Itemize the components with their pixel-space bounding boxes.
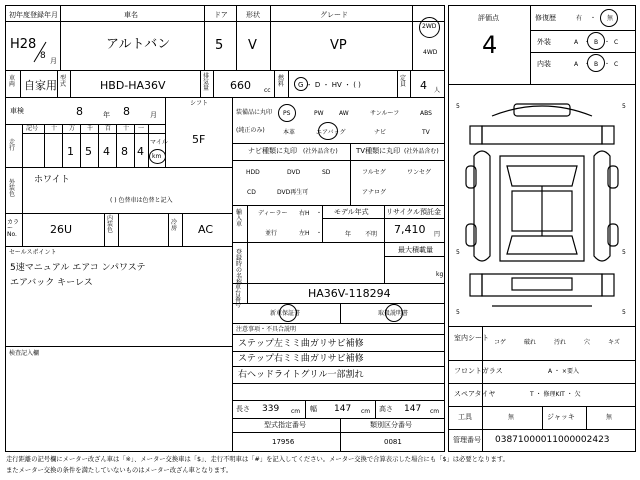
model-year-unit: 年 [345, 231, 352, 238]
tools-value: 無 [508, 414, 515, 421]
chassis-value: HA36V-118294 [308, 287, 391, 300]
height-unit: cm [430, 408, 440, 415]
grade-a: A [574, 61, 579, 68]
divider [204, 5, 205, 70]
exterior-label: 外装色 [9, 179, 16, 198]
equip-aw: AW [339, 110, 349, 117]
equipment-label: 装備品に丸印 [236, 109, 273, 116]
drive-4wd: 4WD [423, 49, 438, 56]
windshield-value: A ・ ×要入 [548, 368, 579, 375]
warranty-manual: 取扱説明書 [378, 310, 409, 317]
car-name-label: 車名 [124, 11, 138, 19]
mileage-digit: 5 [85, 145, 92, 158]
navi-dvd: DVD [287, 169, 301, 176]
grade-b: B [594, 61, 599, 68]
car-diagram [452, 86, 632, 322]
displacement-value: 660 [230, 79, 251, 92]
repair-option: 無 [607, 15, 614, 22]
import-dealer: ディーラー [258, 210, 288, 217]
divider [397, 70, 398, 97]
fuel-circle-mark [294, 77, 308, 91]
vehicle-label: 車両 [9, 75, 16, 88]
divider [448, 383, 636, 384]
recycle-value: 7,410 [394, 223, 426, 236]
fuel-label: 燃料 [278, 75, 285, 88]
score-value: 4 [482, 31, 498, 59]
class-value: 0081 [384, 438, 402, 446]
color-no-label: カラーNo. [7, 219, 20, 238]
divider [104, 213, 105, 246]
notes-line: ステップ右ミミ曲ガリサビ補修 [238, 354, 364, 364]
divider [448, 84, 636, 85]
management-label: 管理番号 [453, 436, 481, 444]
divider [384, 205, 385, 283]
length-value: 339 [262, 404, 280, 414]
mileage-header: 百 [105, 125, 112, 132]
exterior-grade-label: 外装 [537, 38, 551, 46]
width-label: 幅 [310, 405, 317, 413]
grade-dot: ・ [604, 61, 611, 68]
divider [270, 5, 271, 70]
mileage-digit: 4 [103, 145, 110, 158]
divider [44, 124, 45, 167]
divider [305, 400, 306, 418]
seat-item: キズ [608, 339, 620, 346]
divider [5, 70, 445, 71]
km-circle-mark [149, 149, 166, 164]
ac-label: 冷房 [171, 219, 178, 232]
exterior-note: ( ) 色替車は色替と記入 [110, 197, 173, 204]
navi-hdd: HDD [246, 169, 260, 176]
windshield-label: フロントガラス [454, 367, 503, 375]
shift-label: シフト [190, 100, 209, 107]
capacity-label: 定員 [400, 75, 407, 88]
grade-a: A [574, 39, 579, 46]
divider [80, 124, 81, 167]
divider [448, 429, 636, 430]
jack-label: ジャッキ [547, 413, 575, 421]
height-value: 147 [404, 404, 422, 414]
tv-title: TV種類に丸印 [356, 147, 401, 155]
divider [247, 283, 248, 303]
diagram-five: 5 [456, 249, 460, 256]
tv-oneseg: ワンセグ [407, 169, 432, 176]
equip-abs: ABS [420, 110, 432, 117]
repair-dot: ・ [590, 15, 597, 22]
navi-sd: SD [322, 169, 331, 176]
equip-sunroof: サンルーフ [370, 110, 400, 117]
car-name-value: アルトバン [106, 37, 171, 52]
width-unit: cm [361, 408, 371, 415]
notes-line: ステップ左ミミ曲ガリサビ補修 [238, 339, 364, 349]
airbag-circle-mark [318, 122, 338, 140]
inspector-label: 検査記入欄 [9, 350, 40, 357]
registration-label: 登録時の名称 [236, 249, 243, 286]
divider [350, 143, 351, 205]
length-unit: cm [291, 408, 301, 415]
import-right: 右H [299, 210, 310, 217]
divider [530, 30, 636, 31]
reg-year-value: H28 [10, 37, 37, 52]
diagram-five: 5 [622, 103, 626, 110]
doors-value: 5 [215, 38, 224, 53]
seat-item: 汚れ [554, 339, 567, 346]
equipment-sub: (純正のみ) [236, 127, 265, 134]
divider [5, 167, 232, 168]
spare-label: スペアタイヤ [454, 390, 496, 398]
grade-c: C [614, 61, 619, 68]
displacement-unit: cc [264, 87, 271, 94]
height-label: 高さ [379, 405, 393, 413]
color-no-value: 26U [50, 223, 73, 236]
grade-dot: ・ [584, 39, 591, 46]
mileage-label: 走行 [9, 139, 16, 152]
capacity-value: 4 [420, 79, 427, 92]
interior-b-circle-mark [587, 54, 605, 72]
divider [542, 406, 543, 429]
repair-option: 有 [576, 15, 583, 22]
equip-pw: PW [314, 110, 324, 117]
divider [62, 124, 63, 167]
diagram-five: 5 [622, 309, 626, 316]
divider [22, 167, 23, 213]
model-label: 型式 [60, 75, 67, 88]
ps-circle-mark [278, 104, 296, 122]
divider [232, 303, 445, 304]
divider [232, 351, 445, 352]
divider [322, 205, 323, 242]
divider [322, 218, 445, 219]
chassis-label: 車台番号 [235, 284, 242, 309]
divider [232, 283, 445, 284]
diagram-five: 5 [456, 103, 460, 110]
equip-leather: 本革 [283, 129, 296, 136]
navi-title-sub: (社外品含む) [303, 148, 338, 155]
doors-label: ドア [214, 11, 228, 19]
divider [57, 70, 58, 97]
capacity-unit: 人 [434, 87, 441, 94]
type-designation-label: 型式指定番号 [264, 421, 306, 429]
inspection-year-unit: 年 [103, 111, 110, 119]
divider [148, 124, 149, 167]
divider [586, 406, 587, 429]
exterior-b-circle-mark [587, 32, 605, 50]
import-parallel: 並行 [265, 230, 278, 237]
footer-line-2: またメーター交換の条件を満たしていないものはメーター改ざん車となります。 [6, 467, 233, 474]
mileage-header: 千 [87, 125, 94, 132]
mileage-digit: 8 [121, 145, 128, 158]
exterior-value: ホワイト [34, 175, 70, 185]
divider [530, 5, 531, 84]
divider [232, 323, 445, 324]
navi-title: ナビ種類に丸印 [248, 147, 297, 155]
mileage-header: 万 [69, 125, 76, 132]
divider [60, 5, 61, 70]
inspection-month-unit: 月 [150, 111, 157, 119]
divider [232, 205, 445, 206]
fuel-options: G ・ D ・ HV ・ ( ) [298, 81, 361, 89]
divider [274, 70, 275, 97]
spare-value: T ・ 修理KIT ・ 欠 [530, 391, 581, 398]
footer-line-1: 走行距離の記号欄にメーター改ざん車は「※」、メーター交換車は「$」、走行不明車は「#」を記入してください。メーター交換で合算表示した場合にも「$」は必要となります。 [6, 456, 509, 463]
no-repair-circle-mark [600, 9, 618, 27]
grade-dot: ・ [604, 39, 611, 46]
divider [232, 160, 445, 161]
shape-label: 形状 [246, 11, 260, 19]
diagram-five: 5 [456, 309, 460, 316]
divider [232, 143, 445, 144]
reg-month-value: 8 [40, 51, 46, 61]
diagram-five: 5 [622, 249, 626, 256]
equip-tv: TV [422, 129, 430, 136]
divider [98, 124, 99, 167]
interior-grade-label: 内装 [537, 60, 551, 68]
drive-2wd: 2WD [422, 23, 437, 30]
class-label: 類別区分番号 [370, 421, 412, 429]
divider [134, 124, 135, 167]
divider [5, 97, 445, 98]
tv-fullseg: フルセグ [362, 169, 386, 176]
mileage-digit: 1 [67, 145, 74, 158]
divider [232, 242, 445, 243]
divider [288, 70, 289, 97]
width-value: 147 [334, 404, 352, 414]
tv-analog: アナログ [362, 189, 387, 196]
divider [236, 5, 237, 70]
import-label: 輸入車 [236, 209, 243, 228]
divider [247, 242, 248, 283]
divider [232, 97, 233, 323]
inspection-label: 車検 [10, 107, 24, 115]
sales-point-line: エアバック キーレス [10, 278, 93, 288]
notes-label: 注意事項・不具合説明 [236, 326, 297, 333]
model-year-unknown: 不明 [365, 231, 378, 238]
import-dash: ・ [316, 230, 323, 237]
interior-color-label: 内装色 [107, 215, 114, 234]
max-load-label: 最大積載量 [398, 246, 433, 254]
mileage-header: 記号 [26, 125, 39, 132]
divider [375, 400, 376, 418]
seat-item: 破れ [524, 339, 537, 346]
model-year-label: モデル年式 [334, 208, 369, 216]
jack-value: 無 [606, 414, 613, 421]
mileage-header: 一 [138, 125, 145, 132]
tools-label: 工具 [458, 413, 472, 421]
mileage-header: 十 [123, 125, 130, 132]
divider [384, 256, 445, 257]
grade-b: B [594, 39, 599, 46]
divider [232, 334, 445, 335]
divider [20, 70, 21, 97]
divider [232, 366, 445, 367]
divider [200, 70, 201, 97]
divider [448, 360, 636, 361]
divider [232, 383, 445, 384]
equip-ps: PS [283, 110, 291, 117]
seat-item: コゲ [494, 339, 507, 346]
divider [530, 52, 636, 53]
grade-label: グレード [320, 11, 348, 19]
equip-navi: ナビ [374, 129, 387, 136]
shift-value: 5F [192, 133, 206, 146]
recycle-unit: 円 [434, 231, 441, 238]
import-dash: ・ [316, 210, 323, 217]
sales-point-label: セールスポイント [9, 249, 57, 256]
navi-dvd-play: DVD再生可 [277, 189, 309, 196]
divider [168, 213, 169, 246]
divider [118, 213, 119, 246]
divider [116, 124, 117, 167]
grade-dot: ・ [584, 61, 591, 68]
divider [340, 418, 341, 452]
divider [232, 432, 445, 433]
divider [410, 70, 411, 97]
displacement-label: 排気量 [203, 73, 210, 92]
divider [247, 205, 248, 242]
mileage-unit-km: km [152, 153, 162, 160]
model-value: HBD-HA36V [100, 79, 166, 92]
ac-value: AC [198, 223, 214, 236]
slash-mark [30, 40, 50, 64]
divider [482, 326, 483, 452]
divider [412, 5, 413, 70]
divider [5, 21, 445, 22]
management-value: 03871000011000002423 [495, 435, 610, 445]
manual-circle-mark [385, 304, 403, 322]
max-load-unit: kg [436, 271, 444, 278]
inspection-month: 8 [123, 105, 130, 118]
length-label: 長さ [236, 405, 250, 413]
seat-label: 室内シート [454, 334, 489, 342]
equip-airbag: エアバッグ [316, 129, 346, 136]
divider [182, 213, 183, 246]
mileage-header: 十 [51, 125, 58, 132]
divider [22, 213, 23, 246]
mileage-digit: 4 [137, 145, 144, 158]
mileage-unit-mile: マイル [150, 139, 168, 146]
divider [5, 246, 232, 247]
new-car-circle-mark [279, 304, 297, 322]
divider [232, 400, 445, 401]
type-designation-value: 17956 [272, 438, 295, 446]
divider [448, 326, 636, 327]
import-left: 左H [299, 230, 310, 237]
grade-c: C [614, 39, 619, 46]
sales-point-line: 5速マニュアル エアコ ンパワステ [10, 263, 146, 273]
vehicle-value: 自家用 [24, 79, 57, 92]
reg-month-unit: 月 [50, 57, 57, 65]
score-label: 評価点 [478, 14, 499, 22]
shape-value: V [248, 38, 257, 53]
divider [340, 303, 341, 323]
divider [213, 70, 214, 97]
grade-value: VP [330, 38, 347, 53]
notes-line: 右ヘッドライトグリル一部割れ [238, 370, 364, 380]
navi-cd: CD [247, 189, 256, 196]
divider [22, 124, 23, 167]
divider [5, 346, 232, 347]
repair-label: 修復歴 [535, 14, 556, 22]
reg-year-label: 初年度登録年月 [9, 11, 58, 19]
recycle-label: リサイクル預託金 [386, 208, 442, 216]
divider [70, 70, 71, 97]
seat-item: 穴 [584, 339, 591, 346]
divider [232, 418, 445, 419]
warranty-new-car: 新車保証書 [270, 310, 301, 317]
inspection-year: 8 [76, 105, 83, 118]
tv-title-sub: (社外品含む) [404, 148, 439, 155]
